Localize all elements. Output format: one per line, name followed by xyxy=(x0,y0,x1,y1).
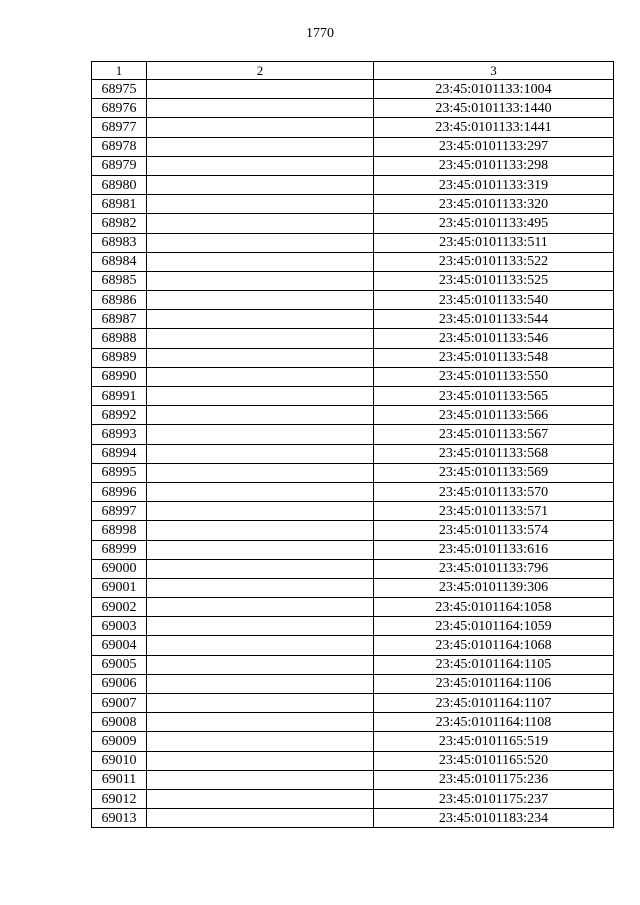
row-empty-cell xyxy=(147,291,374,310)
cadastral-number-cell: 23:45:0101133:1440 xyxy=(374,99,614,118)
row-number-cell: 68997 xyxy=(92,502,147,521)
row-empty-cell xyxy=(147,310,374,329)
table-row xyxy=(92,99,614,118)
table-row xyxy=(92,387,614,406)
cadastral-number-cell: 23:45:0101165:520 xyxy=(374,751,614,770)
table-row xyxy=(92,559,614,578)
cadastral-number-cell: 23:45:0101133:495 xyxy=(374,214,614,233)
row-number-cell: 69008 xyxy=(92,713,147,732)
row-empty-cell xyxy=(147,348,374,367)
table-row xyxy=(92,80,614,99)
table-row xyxy=(92,137,614,156)
column-header-1: 1 xyxy=(92,62,147,80)
table-row xyxy=(92,175,614,194)
cadastral-number-cell: 23:45:0101164:1106 xyxy=(374,674,614,693)
table-row xyxy=(92,655,614,674)
row-number-cell: 68975 xyxy=(92,80,147,99)
cadastral-number-cell: 23:45:0101133:298 xyxy=(374,156,614,175)
row-empty-cell xyxy=(147,80,374,99)
row-number-cell: 69002 xyxy=(92,598,147,617)
cadastral-number-cell: 23:45:0101133:566 xyxy=(374,406,614,425)
table-row xyxy=(92,482,614,501)
cadastral-number-cell: 23:45:0101133:569 xyxy=(374,463,614,482)
table-row xyxy=(92,770,614,789)
cadastral-number-cell: 23:45:0101133:544 xyxy=(374,310,614,329)
cadastral-number-cell: 23:45:0101133:565 xyxy=(374,387,614,406)
row-empty-cell xyxy=(147,636,374,655)
row-number-cell: 68976 xyxy=(92,99,147,118)
row-empty-cell xyxy=(147,118,374,137)
row-empty-cell xyxy=(147,559,374,578)
row-empty-cell xyxy=(147,482,374,501)
row-empty-cell xyxy=(147,195,374,214)
cadastral-number-cell: 23:45:0101133:1004 xyxy=(374,80,614,99)
row-empty-cell xyxy=(147,732,374,751)
cadastral-number-cell: 23:45:0101133:548 xyxy=(374,348,614,367)
row-number-cell: 68990 xyxy=(92,367,147,386)
row-empty-cell xyxy=(147,156,374,175)
table-row xyxy=(92,694,614,713)
row-number-cell: 68996 xyxy=(92,482,147,501)
row-empty-cell xyxy=(147,540,374,559)
row-number-cell: 68992 xyxy=(92,406,147,425)
cadastral-number-cell: 23:45:0101133:550 xyxy=(374,367,614,386)
cadastral-number-cell: 23:45:0101175:236 xyxy=(374,770,614,789)
table-row xyxy=(92,214,614,233)
table-row xyxy=(92,271,614,290)
row-empty-cell xyxy=(147,694,374,713)
table-row xyxy=(92,425,614,444)
cadastral-number-cell: 23:45:0101164:1058 xyxy=(374,598,614,617)
row-empty-cell xyxy=(147,175,374,194)
cadastral-number-cell: 23:45:0101165:519 xyxy=(374,732,614,751)
header-row xyxy=(92,62,614,80)
cadastral-number-cell: 23:45:0101133:319 xyxy=(374,175,614,194)
page-number: 1770 xyxy=(306,26,334,41)
row-empty-cell xyxy=(147,233,374,252)
table-row xyxy=(92,751,614,770)
table-row xyxy=(92,252,614,271)
table-row xyxy=(92,195,614,214)
cadastral-number-cell: 23:45:0101164:1068 xyxy=(374,636,614,655)
table-row xyxy=(92,674,614,693)
row-empty-cell xyxy=(147,751,374,770)
table-row xyxy=(92,118,614,137)
row-number-cell: 68988 xyxy=(92,329,147,348)
table-header xyxy=(92,62,614,80)
registry-table xyxy=(91,61,614,828)
cadastral-number-cell: 23:45:0101133:570 xyxy=(374,482,614,501)
table-row xyxy=(92,444,614,463)
table-row xyxy=(92,809,614,828)
table-row xyxy=(92,348,614,367)
row-number-cell: 69007 xyxy=(92,694,147,713)
row-number-cell: 69013 xyxy=(92,809,147,828)
cadastral-number-cell: 23:45:0101133:297 xyxy=(374,137,614,156)
row-number-cell: 68985 xyxy=(92,271,147,290)
row-number-cell: 69012 xyxy=(92,789,147,808)
table-row xyxy=(92,156,614,175)
cadastral-number-cell: 23:45:0101133:511 xyxy=(374,233,614,252)
table-row xyxy=(92,463,614,482)
cadastral-number-cell: 23:45:0101175:237 xyxy=(374,789,614,808)
row-number-cell: 68991 xyxy=(92,387,147,406)
row-number-cell: 68998 xyxy=(92,521,147,540)
row-number-cell: 68993 xyxy=(92,425,147,444)
cadastral-number-cell: 23:45:0101133:546 xyxy=(374,329,614,348)
table-row xyxy=(92,732,614,751)
table-row xyxy=(92,636,614,655)
row-empty-cell xyxy=(147,713,374,732)
row-number-cell: 69004 xyxy=(92,636,147,655)
row-empty-cell xyxy=(147,789,374,808)
row-number-cell: 68978 xyxy=(92,137,147,156)
row-empty-cell xyxy=(147,502,374,521)
cadastral-number-cell: 23:45:0101133:1441 xyxy=(374,118,614,137)
table-row xyxy=(92,329,614,348)
table-row xyxy=(92,291,614,310)
row-empty-cell xyxy=(147,809,374,828)
cadastral-number-cell: 23:45:0101133:571 xyxy=(374,502,614,521)
cadastral-number-cell: 23:45:0101164:1105 xyxy=(374,655,614,674)
row-number-cell: 68983 xyxy=(92,233,147,252)
table-row xyxy=(92,521,614,540)
row-number-cell: 69010 xyxy=(92,751,147,770)
table-row xyxy=(92,713,614,732)
row-empty-cell xyxy=(147,137,374,156)
row-number-cell: 68984 xyxy=(92,252,147,271)
table-row xyxy=(92,367,614,386)
row-number-cell: 68986 xyxy=(92,291,147,310)
cadastral-number-cell: 23:45:0101133:796 xyxy=(374,559,614,578)
row-empty-cell xyxy=(147,406,374,425)
row-number-cell: 69005 xyxy=(92,655,147,674)
row-empty-cell xyxy=(147,214,374,233)
cadastral-number-cell: 23:45:0101139:306 xyxy=(374,578,614,597)
row-number-cell: 68994 xyxy=(92,444,147,463)
row-number-cell: 68995 xyxy=(92,463,147,482)
column-header-3: 3 xyxy=(374,62,614,80)
table-row xyxy=(92,310,614,329)
row-empty-cell xyxy=(147,271,374,290)
row-number-cell: 68977 xyxy=(92,118,147,137)
row-empty-cell xyxy=(147,770,374,789)
column-header-2: 2 xyxy=(147,62,374,80)
row-number-cell: 68980 xyxy=(92,175,147,194)
cadastral-number-cell: 23:45:0101183:234 xyxy=(374,809,614,828)
table-row xyxy=(92,540,614,559)
table-row xyxy=(92,598,614,617)
row-number-cell: 68987 xyxy=(92,310,147,329)
row-empty-cell xyxy=(147,329,374,348)
row-empty-cell xyxy=(147,617,374,636)
table-row xyxy=(92,617,614,636)
table-row xyxy=(92,502,614,521)
row-empty-cell xyxy=(147,367,374,386)
cadastral-number-cell: 23:45:0101133:320 xyxy=(374,195,614,214)
row-empty-cell xyxy=(147,521,374,540)
row-empty-cell xyxy=(147,99,374,118)
row-empty-cell xyxy=(147,463,374,482)
row-number-cell: 68989 xyxy=(92,348,147,367)
cadastral-number-cell: 23:45:0101164:1107 xyxy=(374,694,614,713)
row-empty-cell xyxy=(147,387,374,406)
row-empty-cell xyxy=(147,444,374,463)
cadastral-number-cell: 23:45:0101133:525 xyxy=(374,271,614,290)
table-row xyxy=(92,789,614,808)
row-empty-cell xyxy=(147,425,374,444)
table-body xyxy=(92,80,614,828)
row-empty-cell xyxy=(147,252,374,271)
cadastral-number-cell: 23:45:0101133:540 xyxy=(374,291,614,310)
row-number-cell: 69006 xyxy=(92,674,147,693)
row-number-cell: 68981 xyxy=(92,195,147,214)
row-number-cell: 69009 xyxy=(92,732,147,751)
row-empty-cell xyxy=(147,674,374,693)
cadastral-number-cell: 23:45:0101133:616 xyxy=(374,540,614,559)
row-number-cell: 68982 xyxy=(92,214,147,233)
cadastral-number-cell: 23:45:0101133:574 xyxy=(374,521,614,540)
table-row xyxy=(92,578,614,597)
cadastral-number-cell: 23:45:0101133:522 xyxy=(374,252,614,271)
cadastral-number-cell: 23:45:0101133:567 xyxy=(374,425,614,444)
row-number-cell: 69011 xyxy=(92,770,147,789)
table-row xyxy=(92,406,614,425)
row-number-cell: 69001 xyxy=(92,578,147,597)
row-number-cell: 68979 xyxy=(92,156,147,175)
row-number-cell: 69000 xyxy=(92,559,147,578)
cadastral-number-cell: 23:45:0101164:1108 xyxy=(374,713,614,732)
row-empty-cell xyxy=(147,578,374,597)
table-row xyxy=(92,233,614,252)
row-number-cell: 69003 xyxy=(92,617,147,636)
cadastral-number-cell: 23:45:0101133:568 xyxy=(374,444,614,463)
cadastral-number-cell: 23:45:0101164:1059 xyxy=(374,617,614,636)
row-empty-cell xyxy=(147,655,374,674)
row-empty-cell xyxy=(147,598,374,617)
row-number-cell: 68999 xyxy=(92,540,147,559)
